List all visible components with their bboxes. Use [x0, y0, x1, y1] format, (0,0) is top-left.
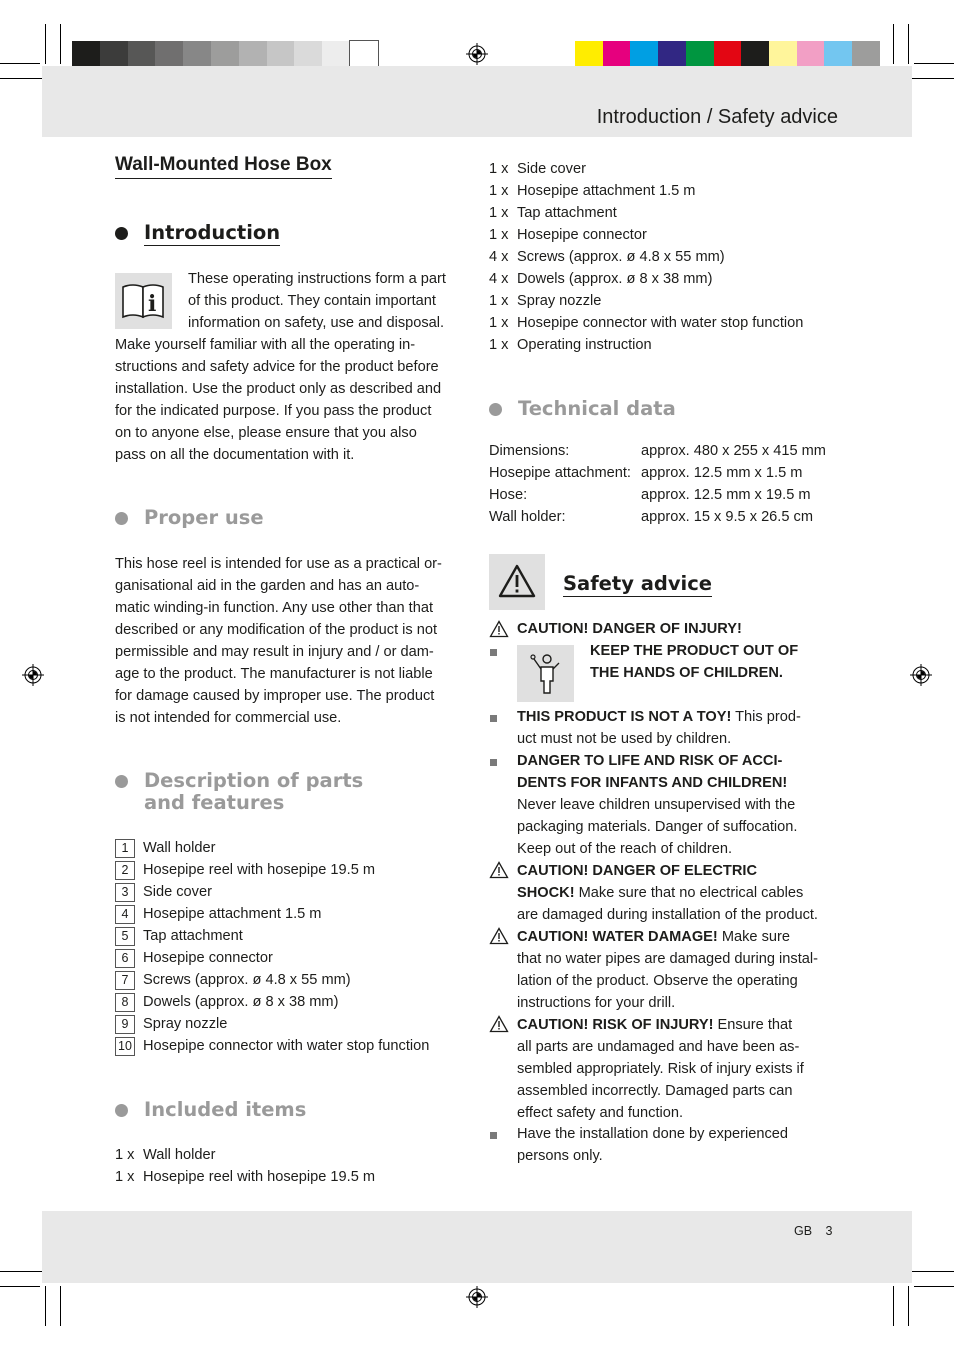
crop-mark [0, 1286, 40, 1287]
crop-mark [45, 1286, 46, 1326]
warning-triangle-icon [489, 554, 545, 610]
item-quantity: 1 x [489, 161, 509, 177]
water-text-2: that no water pipes are damaged during instal- [517, 951, 818, 967]
grayscale-swatch [322, 41, 350, 69]
process-color-swatch [824, 41, 852, 69]
part-number-badge: 7 [115, 971, 135, 990]
grayscale-swatch [100, 41, 128, 69]
info-book-icon [115, 273, 172, 329]
install-text-2: persons only. [517, 1148, 603, 1164]
process-color-swatch [630, 41, 658, 69]
part-label: Wall holder [143, 840, 216, 856]
shock-text-1: CAUTION! DANGER OF ELECTRIC [517, 863, 757, 879]
part-label: Side cover [143, 884, 212, 900]
part-number-badge: 4 [115, 905, 135, 924]
tech-data-label: Hose: [489, 487, 528, 503]
tech-data-label: Dimensions: [489, 443, 570, 459]
process-color-swatch [769, 41, 797, 69]
included-item [489, 290, 803, 312]
parts-list-item [115, 903, 429, 925]
tech-data-value: approx. 12.5 mm x 1.5 m [641, 465, 803, 481]
svg-text:i: i [148, 291, 157, 317]
tech-data-value: approx. 480 x 255 x 415 mm [641, 443, 826, 459]
crop-mark [893, 24, 894, 64]
part-label: Spray nozzle [143, 1016, 228, 1032]
included-item [489, 180, 803, 202]
item-label: Hosepipe reel with hosepipe 19.5 m [143, 1169, 376, 1185]
grayscale-swatch [350, 41, 378, 69]
part-label: Hosepipe connector [143, 950, 273, 966]
danger-text-5: Keep out of the reach of children. [517, 841, 732, 857]
part-label: Hosepipe attachment 1.5 m [143, 906, 322, 922]
item-label: Hosepipe attachment 1.5 m [517, 183, 696, 199]
included-item [489, 268, 803, 290]
warning-icon [489, 861, 509, 879]
tech-data-value: approx. 15 x 9.5 x 26.5 cm [641, 509, 813, 525]
process-color-swatch [603, 41, 631, 69]
bullet-square [490, 1132, 497, 1139]
grayscale-swatch [239, 41, 267, 69]
item-label: Dowels (approx. ø 8 x 38 mm) [517, 271, 713, 287]
crop-mark [45, 24, 46, 64]
risk-text-4: assembled incorrectly. Damaged parts can [517, 1083, 793, 1099]
part-number-badge: 8 [115, 993, 135, 1012]
parts-list-item [115, 925, 429, 947]
page-number: GB 3 [794, 1224, 833, 1238]
risk-text-3: sembled appropriately. Risk of injury exists if [517, 1061, 804, 1077]
keep-out-text-1: KEEP THE PRODUCT OUT OF [590, 643, 799, 659]
crop-mark [0, 1271, 46, 1272]
item-label: Operating instruction [517, 337, 652, 353]
parts-list-item [115, 1013, 429, 1035]
crop-mark [908, 24, 909, 64]
item-label: Screws (approx. ø 4.8 x 55 mm) [517, 249, 725, 265]
bullet-square [490, 759, 497, 766]
grayscale-swatch [128, 41, 156, 69]
item-quantity: 1 x [115, 1147, 135, 1163]
parts-list [115, 837, 429, 1057]
item-label: Spray nozzle [517, 293, 602, 309]
water-text-3: lation of the product. Observe the operating [517, 973, 798, 989]
caution-injury-text: CAUTION! DANGER OF INJURY! [517, 621, 742, 637]
part-number-badge: 3 [115, 883, 135, 902]
crop-mark [908, 78, 954, 79]
process-color-swatch [852, 41, 880, 69]
grayscale-swatch [267, 41, 295, 69]
water-text-4: instructions for your drill. [517, 995, 676, 1011]
crop-mark [914, 1286, 954, 1287]
part-number-badge: 9 [115, 1015, 135, 1034]
crop-mark [908, 1286, 909, 1326]
included-item [115, 1144, 375, 1166]
crop-mark [0, 63, 40, 64]
tech-data-label: Wall holder: [489, 509, 566, 525]
parts-list-item [115, 969, 429, 991]
shock-text-2: SHOCK! Make sure that no electrical cables [517, 885, 804, 901]
crop-mark [0, 78, 46, 79]
registration-mark-icon [466, 1286, 488, 1308]
intro-text-top: These operating instructions form a part of this product. They contain important information on safety, use and disposal. [188, 271, 446, 331]
crop-mark [914, 63, 954, 64]
process-color-swatch [686, 41, 714, 69]
danger-text-3: Never leave children unsupervised with the [517, 797, 796, 813]
item-quantity: 1 x [489, 315, 509, 331]
grayscale-swatch [183, 41, 211, 69]
process-color-swatch [797, 41, 825, 69]
crop-mark [908, 1271, 954, 1272]
product-title: Wall-Mounted Hose Box [115, 154, 332, 179]
registration-mark-icon [466, 43, 488, 65]
included-items-list-continued [489, 158, 803, 356]
item-label: Hosepipe connector [517, 227, 647, 243]
water-text-1: CAUTION! WATER DAMAGE! Make sure [517, 929, 790, 945]
item-label: Side cover [517, 161, 586, 177]
registration-mark-icon [22, 664, 44, 686]
child-warning-icon [517, 645, 574, 702]
part-number-badge: 1 [115, 839, 135, 858]
included-item [489, 246, 803, 268]
grayscale-swatch [211, 41, 239, 69]
item-quantity: 1 x [115, 1169, 135, 1185]
tech-data-value: approx. 12.5 mm x 19.5 m [641, 487, 811, 503]
part-number-badge: 10 [115, 1037, 135, 1056]
warning-icon [489, 1015, 509, 1033]
parts-list-item [115, 859, 429, 881]
parts-list-item [115, 947, 429, 969]
item-label: Wall holder [143, 1147, 216, 1163]
proper-use-text: This hose reel is intended for use as a practical or- ganisational aid in the garden and has an auto- matic winding-in function. Any use other than that described or any modification of the product is not permissible and may result in injury and / or dam- age to the product. The manufacturer is not liable for damage caused by improper use. The product is not intended for commercial use. [115, 556, 442, 726]
parts-list-item [115, 1035, 429, 1057]
process-color-swatch [658, 41, 686, 69]
included-items-list [115, 1144, 375, 1188]
not-a-toy-text-2: uct must not be used by children. [517, 731, 732, 747]
part-label: Tap attachment [143, 928, 243, 944]
item-quantity: 1 x [489, 205, 509, 221]
process-color-swatch [714, 41, 742, 69]
part-label: Screws (approx. ø 4.8 x 55 mm) [143, 972, 351, 988]
part-number-badge: 2 [115, 861, 135, 880]
part-number-badge: 5 [115, 927, 135, 946]
item-quantity: 1 x [489, 337, 509, 353]
crop-mark [60, 1286, 61, 1326]
crop-mark [60, 24, 61, 64]
crop-mark [893, 1286, 894, 1326]
part-number-badge: 6 [115, 949, 135, 968]
item-quantity: 1 x [489, 227, 509, 243]
risk-text-1: CAUTION! RISK OF INJURY! Ensure that [517, 1017, 793, 1033]
part-label: Hosepipe connector with water stop function [143, 1038, 430, 1054]
not-a-toy-text: THIS PRODUCT IS NOT A TOY! This prod- [517, 709, 801, 725]
install-text-1: Have the installation done by experienced [517, 1126, 788, 1142]
process-color-swatch [741, 41, 769, 69]
registration-mark-icon [910, 664, 932, 686]
item-quantity: 4 x [489, 249, 509, 265]
danger-text-4: packaging materials. Danger of suffocation. [517, 819, 798, 835]
page-footer [42, 1211, 912, 1283]
parts-list-item [115, 991, 429, 1013]
item-quantity: 1 x [489, 293, 509, 309]
parts-list-item [115, 881, 429, 903]
process-color-swatch [575, 41, 603, 69]
tech-data-label: Hosepipe attachment: [489, 465, 631, 481]
included-item [489, 312, 803, 334]
included-item [489, 334, 803, 356]
grayscale-swatch [72, 41, 100, 69]
danger-text-2: DENTS FOR INFANTS AND CHILDREN! [517, 775, 788, 791]
danger-text-1: DANGER TO LIFE AND RISK OF ACCI- [517, 753, 783, 769]
intro-text: Make yourself familiar with all the operating in- structions and safety advice for the product before installation. Use the product only as described and for the indicated purpose. If you pass the product on to anyone else, please ensure that you also pass on all the documentation with it. [115, 337, 442, 463]
included-item [115, 1166, 375, 1188]
grayscale-swatch [155, 41, 183, 69]
keep-out-text-2: THE HANDS OF CHILDREN. [590, 665, 783, 681]
risk-text-5: effect safety and function. [517, 1105, 684, 1121]
included-item [489, 158, 803, 180]
bullet-square [490, 715, 497, 722]
item-label: Hosepipe connector with water stop function [517, 315, 804, 331]
item-label: Tap attachment [517, 205, 617, 221]
risk-text-2: all parts are undamaged and have been as- [517, 1039, 800, 1055]
parts-list-item [115, 837, 429, 859]
bullet-square [490, 649, 497, 656]
part-label: Dowels (approx. ø 8 x 38 mm) [143, 994, 339, 1010]
included-item [489, 202, 803, 224]
item-quantity: 1 x [489, 183, 509, 199]
warning-icon [489, 620, 509, 638]
page-title: Introduction / Safety advice [596, 106, 838, 128]
part-label: Hosepipe reel with hosepipe 19.5 m [143, 862, 376, 878]
grayscale-swatch [294, 41, 322, 69]
included-item [489, 224, 803, 246]
shock-text-3: are damaged during installation of the product. [517, 907, 818, 923]
item-quantity: 4 x [489, 271, 509, 287]
warning-icon [489, 927, 509, 945]
